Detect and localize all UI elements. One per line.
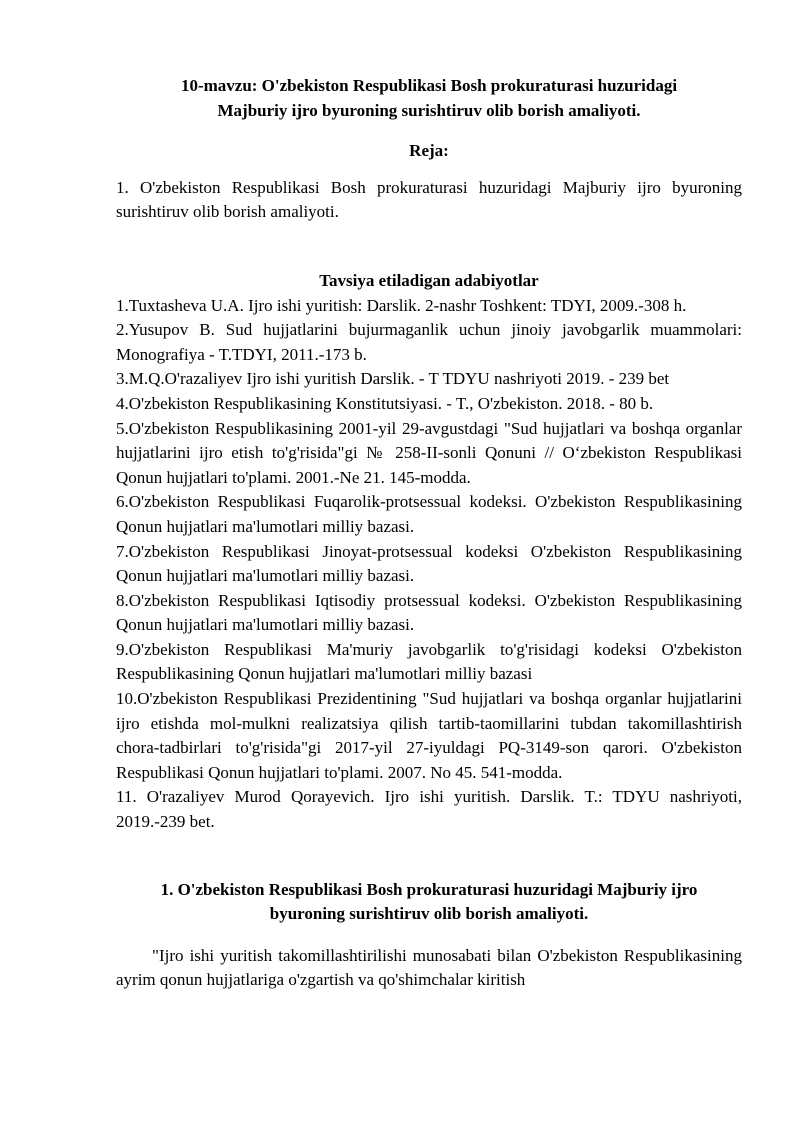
reference-item: 6.O'zbekiston Respublikasi Fuqarolik-protsessual kodeksi. O'zbekiston Respublikasining Qonun hujjatlari ma'lumotlari milliy bazasi.: [116, 492, 742, 536]
section-title-line-1: 1. O'zbekiston Respublikasi Bosh prokuraturasi huzuridagi Majburiy ijro: [160, 879, 698, 899]
reference-item: 8.O'zbekiston Respublikasi Iqtisodiy protsessual kodeksi. O'zbekiston Respublikasining Qonun hujjatlari ma'lumotlari milliy bazasi.: [116, 590, 742, 635]
title-line-1: 10-mavzu: O'zbekiston Respublikasi Bosh prokuraturasi huzuridagi: [180, 76, 678, 95]
plan-item: 1. O'zbekiston Respublikasi Bosh prokuraturasi huzuridagi Majburiy ijro byuroning surishtiruv olib borish amaliyoti.: [116, 177, 742, 222]
plan-heading: Reja:: [409, 141, 449, 161]
reference-item: 7.O'zbekiston Respublikasi Jinoyat-protsessual kodeksi O'zbekiston Respublikasining Qonun hujjatlari ma'lumotlari milliy bazasi.: [116, 541, 742, 586]
body-paragraph: "Ijro ishi yuritish takomillashtirilishi munosabati bilan O'zbekiston Respublikasining ayrim qonun hujjatlariga o'zgartish va qo'shimchalar kiritish: [116, 945, 742, 990]
document-title: [116, 74, 742, 123]
title-line-2: Majburiy ijro byuroning surishtiruv olib borish amaliyoti.: [217, 100, 641, 120]
references-list: [116, 294, 742, 835]
references-heading: Tavsiya etiladigan adabiyotlar: [319, 270, 539, 290]
reference-item: 3.M.Q.O'razaliyev Ijro ishi yuritish Darslik. - T TDYU nashriyoti 2019. - 239 bet: [116, 369, 670, 389]
reference-item: 4.O'zbekiston Respublikasining Konstitutsiyasi. - T., O'zbekiston. 2018. - 80 b.: [116, 393, 654, 413]
reference-item: 9.O'zbekiston Respublikasi Ma'muriy javobgarlik to'g'risidagi kodeksi O'zbekiston Respublikasining Qonun hujjatlari ma'lumotlari milliy bazasi: [116, 639, 742, 684]
reference-item: 10.O'zbekiston Respublikasi Prezidentining "Sud hujjatlari va boshqa organlar hujjatlarini ijro etishda mol-mulkni realizatsiya qilish tartib-taomillarini tubdan takomillashtirish chora-tadbirlari to'g'risida"gi 2017-yil 27-iyuldagi PQ-3149-son qarori. O'zbekiston Respublikasi Qonun hujjatlari to'plami. 2007. No 45. 541-modda.: [116, 689, 742, 782]
reference-item: 2.Yusupov B. Sud hujjatlarini bujurmaganlik uchun jinoiy javobgarlik muammolari: Monografiya - T.TDYI, 2011.-173 b.: [116, 320, 742, 364]
section-title: [116, 878, 742, 927]
reference-item: 5.O'zbekiston Respublikasining 2001-yil 29-avgustdagi "Sud hujjatlari va boshqa organlar hujjatlarini ijro etish to'g'risida"gi № 258-II-sonli Qonuni // O‘zbekiston Respublikasi Qonun hujjatlari to'plami. 2001.-Ne 21. 145-modda.: [116, 418, 742, 487]
reference-item: 1.Tuxtasheva U.A. Ijro ishi yuritish: Darslik. 2-nashr Toshkent: TDYI, 2009.-308 h.: [116, 295, 687, 315]
reference-item: 11. O'razaliyev Murod Qorayevich. Ijro ishi yuritish. Darslik. T.: TDYU nashriyoti, 2019.-239 bet.: [116, 787, 742, 832]
section-title-line-2: byuroning surishtiruv olib borish amaliyoti.: [269, 904, 589, 924]
